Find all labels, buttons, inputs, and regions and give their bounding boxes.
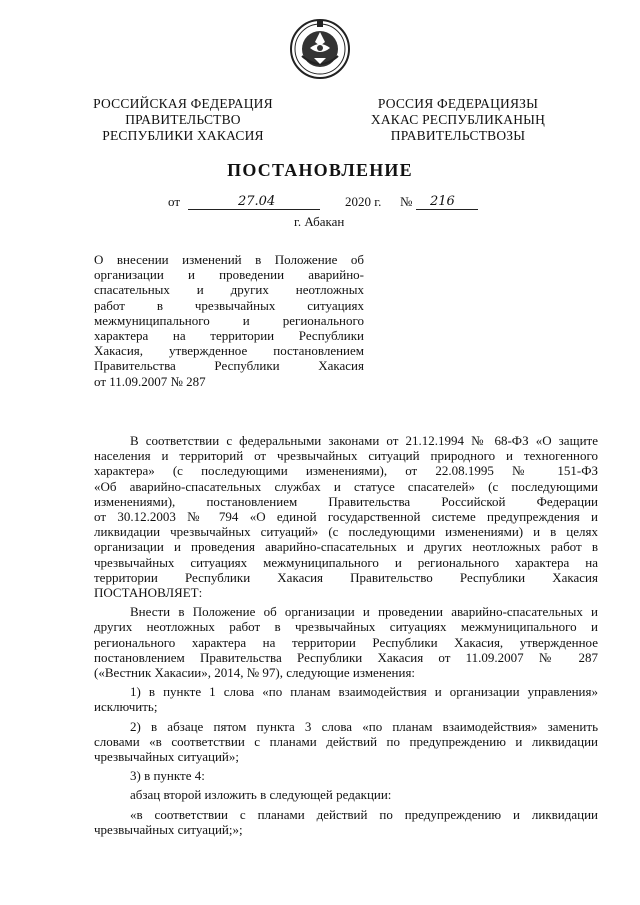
paragraph-line: чрезвычайных ситуаций»;	[94, 749, 239, 765]
paragraph-line: ликвидации чрезвычайных ситуаций» (с последующими изменениями) и в целях	[94, 524, 598, 540]
paragraph-line: словами «в соответствии с планами действий по предупреждению и ликвидации	[94, 733, 598, 749]
subject-line: характера на территории Республики	[94, 328, 364, 344]
paragraph-line: В соответствии с федеральными законами от 21.12.1994 № 68-ФЗ «О защите	[130, 433, 598, 448]
paragraph-line: Внести в Положение об организации и проведении аварийно-спасательных и	[130, 604, 598, 620]
header-left-line: РОССИЙСКАЯ ФЕДЕРАЦИЯ	[93, 96, 273, 111]
document-title: ПОСТАНОВЛЕНИЕ	[227, 160, 413, 180]
coat-of-arms-emblem	[288, 18, 352, 80]
subject-line: Правительства Республики Хакасия	[94, 358, 364, 374]
paragraph-line: «Об аварийно-спасательных службах и статусе спасателей» (с последующими	[94, 478, 598, 494]
paragraph-line: 2) в абзаце пятом пункта 3 слова «по планам взаимодействия» заменить	[130, 718, 598, 734]
date-prefix: от	[168, 194, 181, 209]
paragraph-line: 3) в пункте 4:	[130, 768, 205, 784]
header-right-line: ХАКАС РЕСПУБЛИКАНЫҢ	[370, 112, 546, 127]
handwritten-number: 216	[430, 194, 455, 209]
paragraph-line: «в соответствии с планами действий по предупреждению и ликвидации	[130, 806, 598, 822]
paragraph-line: характера» (с последующими изменениями), от 22.08.1995 № 151-ФЗ	[94, 463, 598, 479]
subject-block	[94, 252, 364, 389]
header-left-line: ПРАВИТЕЛЬСТВО	[125, 112, 241, 127]
subject-line: организации и проведении аварийно-	[94, 267, 364, 283]
header-left-line: РЕСПУБЛИКИ ХАКАСИЯ	[102, 128, 264, 143]
paragraph-line: абзац второй изложить в следующей редакции:	[130, 787, 392, 803]
paragraph-line: чрезвычайных ситуаций;»;	[94, 821, 243, 837]
paragraph-line: 1) в пункте 1 слова «по планам взаимодействия и организации управления»	[130, 684, 598, 700]
header-right-line: РОССИЯ ФЕДЕРАЦИЯЗЫ	[377, 96, 539, 111]
paragraph-line: ПОСТАНОВЛЯЕТ:	[94, 585, 203, 601]
subject-line: от 11.09.2007 № 287	[94, 373, 206, 389]
paragraph-line: от 30.12.2003 № 794 «О единой государственной системе предупреждения и	[94, 509, 598, 525]
paragraph-line: территории Республики Хакасия Правительство Республики Хакасия	[94, 569, 598, 585]
header-right	[358, 96, 558, 144]
subject-line: спасательных и других неотложных	[94, 282, 364, 298]
paragraph-line: населения и территорий от чрезвычайных ситуаций природного и техногенного	[94, 448, 598, 464]
paragraph-line: других неотложных работ в чрезвычайных ситуациях межмуниципального и	[94, 619, 598, 635]
paragraph-line: регионального характера на территории Республики Хакасия, утвержденное	[94, 634, 598, 650]
paragraph-line: исключить;	[94, 699, 158, 715]
subject-line: работ в чрезвычайных ситуациях	[94, 297, 364, 313]
subject-line: О внесении изменений в Положение об	[94, 252, 364, 267]
paragraph-line: чрезвычайных ситуациях межмуниципального и регионального характера на	[94, 554, 598, 570]
paragraph-line: постановлением Правительства Республики Хакасия от 11.09.2007 № 287	[94, 649, 598, 665]
date-year: 2020 г.	[345, 194, 382, 209]
paragraph-line: («Вестник Хакасии», 2014, № 97), следующие изменения:	[94, 665, 416, 681]
body-text	[94, 433, 598, 837]
number-underline	[416, 209, 478, 210]
handwritten-date: 27.04	[238, 194, 276, 209]
paragraph-line: организации и проведения аварийно-спасательных и других неотложных работ в	[94, 539, 598, 555]
number-label: №	[400, 194, 413, 209]
header-right-line: ПРАВИТЕЛЬСТВОЗЫ	[390, 128, 526, 143]
date-underline	[188, 209, 320, 210]
subject-line: Хакасия, утвержденное постановлением	[94, 343, 364, 359]
header-left	[88, 96, 278, 144]
date-line	[168, 194, 488, 212]
paragraph-line: изменениями), постановлением Правительства Российской Федерации	[94, 493, 598, 509]
subject-line: межмуниципального и регионального	[94, 312, 364, 328]
city-name: г. Абакан	[294, 214, 345, 229]
